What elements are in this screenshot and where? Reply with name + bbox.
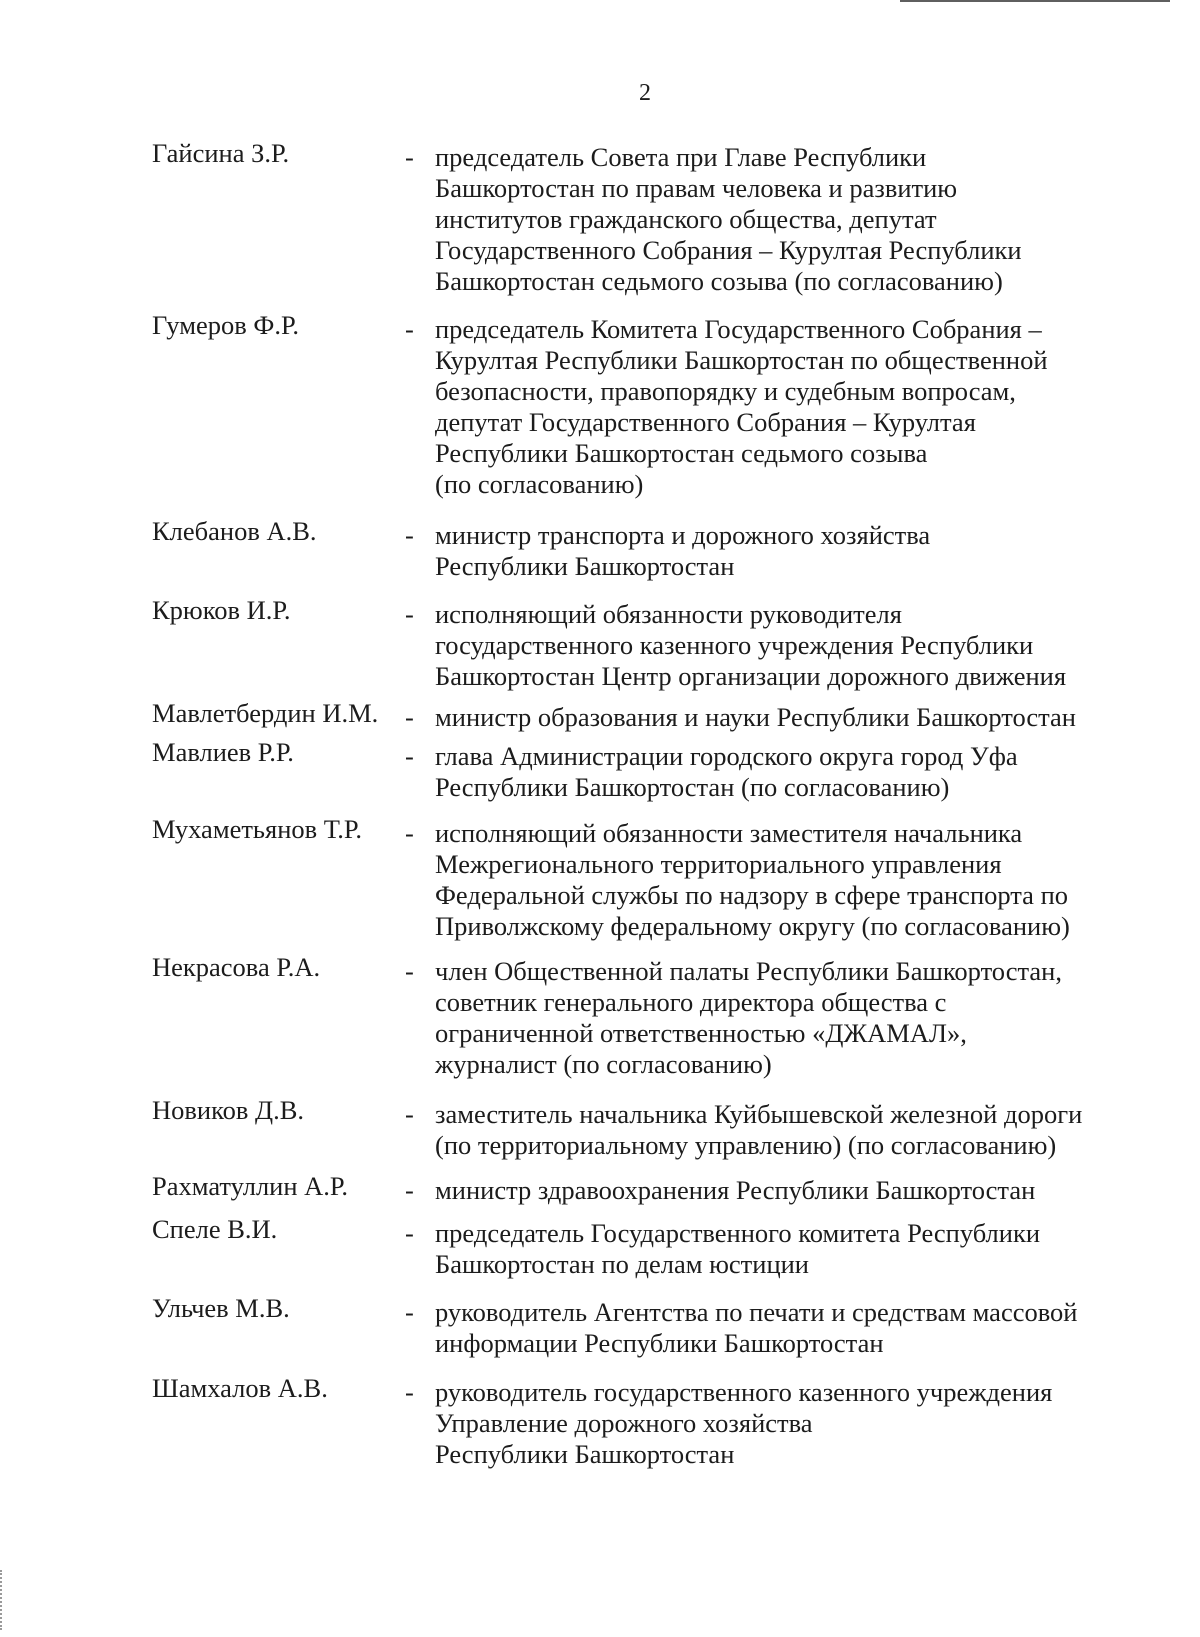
entry-dash: - <box>405 599 414 629</box>
member-position: министр здравоохранения Республики Башкортостан <box>435 1175 1036 1205</box>
member-name: Мухаметьянов Т.Р. <box>152 814 362 844</box>
entry-dash: - <box>405 956 414 986</box>
member-name: Гумеров Ф.Р. <box>152 310 299 340</box>
member-name: Спеле В.И. <box>152 1214 278 1244</box>
member-entry <box>152 1373 1142 1470</box>
member-position: исполняющий обязанности руководителя государственного казенного учреждения Республики Башкортостан Центр организации дорожного движения <box>435 599 1067 691</box>
member-position: руководитель Агентства по печати и средствам массовой информации Республики Башкортостан <box>435 1297 1078 1358</box>
member-name: Мавлетбердин И.М. <box>152 698 379 728</box>
member-position: министр транспорта и дорожного хозяйства Республики Башкортостан <box>435 520 931 581</box>
member-name: Некрасова Р.А. <box>152 952 321 982</box>
member-position: руководитель государственного казенного учреждения Управление дорожного хозяйства Республики Башкортостан <box>435 1377 1053 1469</box>
member-position: председатель Совета при Главе Республики Башкортостан по правам человека и развитию институтов гражданского общества, депутат Государственного Собрания – Курултая Республики Башкортостан седьмого созыва (по согласованию) <box>435 142 1022 296</box>
member-name: Клебанов А.В. <box>152 516 317 546</box>
entry-dash: - <box>405 1218 414 1248</box>
entry-dash: - <box>405 142 414 172</box>
member-entry <box>152 698 1142 733</box>
member-name: Мавлиев Р.Р. <box>152 737 294 767</box>
member-name: Ульчев М.В. <box>152 1293 290 1323</box>
member-entry <box>152 952 1142 1080</box>
entry-dash: - <box>405 702 414 732</box>
member-entry <box>152 737 1142 803</box>
member-position: председатель Государственного комитета Республики Башкортостан по делам юстиции <box>435 1218 1041 1279</box>
member-entry <box>152 1171 1142 1206</box>
member-position: член Общественной палаты Республики Башкортостан, советник генерального директора общества с ограниченной ответственностью «ДЖАМАЛ», журналист (по согласованию) <box>435 956 1062 1079</box>
member-name: Крюков И.Р. <box>152 595 291 625</box>
member-entry <box>152 1095 1142 1161</box>
member-name: Шамхалов А.В. <box>152 1373 328 1403</box>
member-entry <box>152 516 1142 582</box>
member-entry <box>152 310 1142 500</box>
member-name: Новиков Д.В. <box>152 1095 304 1125</box>
entry-dash: - <box>405 818 414 848</box>
member-position: исполняющий обязанности заместителя начальника Межрегионального территориального управления Федеральной службы по надзору в сфере транспорта по Приволжскому федеральному округу (по согласованию) <box>435 818 1070 941</box>
member-entry <box>152 1293 1142 1359</box>
member-position: заместитель начальника Куйбышевской железной дороги (по территориальному управлению) (по согласованию) <box>435 1099 1083 1160</box>
entry-dash: - <box>405 314 414 344</box>
scan-edge-dots <box>0 1570 6 1630</box>
entry-dash: - <box>405 741 414 771</box>
entry-dash: - <box>405 1297 414 1327</box>
entry-dash: - <box>405 1175 414 1205</box>
member-entry <box>152 1214 1142 1280</box>
member-position: министр образования и науки Республики Башкортостан <box>435 702 1076 732</box>
member-name: Рахматуллин А.Р. <box>152 1171 348 1201</box>
member-entry <box>152 814 1142 942</box>
member-name: Гайсина З.Р. <box>152 138 290 168</box>
entry-dash: - <box>405 520 414 550</box>
page-number: 2 <box>639 80 651 106</box>
entry-dash: - <box>405 1099 414 1129</box>
member-position: глава Администрации городского округа город Уфа Республики Башкортостан (по согласованию) <box>435 741 1018 802</box>
scan-edge-line <box>900 0 1170 2</box>
entry-dash: - <box>405 1377 414 1407</box>
member-list <box>152 138 1142 1470</box>
member-entry <box>152 595 1142 692</box>
member-entry <box>152 138 1142 297</box>
member-position: председатель Комитета Государственного Собрания – Курултая Республики Башкортостан по общественной безопасности, правопорядку и судебным вопросам, депутат Государственного Собрания – Курултая Республики Башкортостан седьмого созыва (по согласованию) <box>435 314 1048 499</box>
